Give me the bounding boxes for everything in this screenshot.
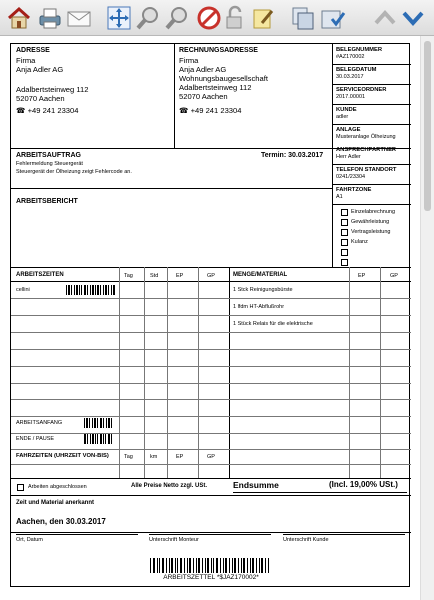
material-item-1: 1 Stck Reinigungsbürste	[233, 287, 293, 293]
endsumme-label: Endsumme	[233, 480, 279, 490]
telefon-label: TELEFON STANDORT	[336, 167, 397, 173]
address-city: 52070 Aachen	[16, 94, 65, 103]
address-line1: Firma	[16, 56, 36, 65]
checkbox-gewaehrleistung[interactable]	[341, 219, 348, 226]
arbeitszeiten-header: ARBEITSZEITEN	[16, 272, 64, 278]
billing-line3: Wohnungsbaugesellschaft	[179, 74, 268, 83]
col-gp: GP	[207, 273, 215, 279]
arbeiten-abgeschlossen-label: Arbeiten abgeschlossen	[28, 484, 87, 490]
kunde-label: KUNDE	[336, 107, 357, 113]
ort-datum-value: Aachen, den 30.03.2017	[16, 517, 106, 526]
option-vertragsleistung: Vertragsleistung	[351, 229, 391, 235]
belegnummer-label: BELEGNUMMER	[336, 47, 383, 53]
kunde-value: adler	[336, 114, 349, 120]
cancel-icon[interactable]	[196, 5, 222, 31]
signature-monteur: Unterschrift Monteur	[149, 537, 199, 543]
col-std: Std	[150, 273, 159, 279]
toolbar	[0, 0, 434, 36]
belegdatum-label: BELEGDATUM	[336, 67, 377, 73]
ansprechpartner-value: Herr Adler	[336, 154, 361, 160]
lock-icon[interactable]	[222, 5, 248, 31]
fahrzeiten-col-tag: Tag	[124, 454, 133, 460]
barcode-ende-pause	[84, 434, 114, 444]
preise-note: Alle Preise Netto zzgl. USt.	[131, 483, 208, 489]
zoom-out-icon[interactable]	[164, 5, 190, 31]
address-street: Adalbertsteinweg 112	[16, 85, 89, 94]
address-phone: +49 241 23304	[27, 106, 79, 115]
col-tag: Tag	[124, 273, 133, 279]
checkbox-extra-2[interactable]	[341, 259, 348, 266]
fahrzeiten-col-ep: EP	[176, 454, 184, 460]
document-page	[0, 36, 420, 600]
endsumme-tax: (Incl. 19,00% USt.)	[329, 480, 398, 489]
bottom-barcode	[150, 558, 270, 573]
billing-line1: Firma	[179, 56, 199, 65]
archive-icon[interactable]	[320, 5, 346, 31]
auftrag-termin: Termin: 30.03.2017	[261, 152, 324, 159]
billing-phone: +49 241 23304	[190, 106, 242, 115]
ansprechpartner-label: ANSPRECHPARTNER	[336, 147, 397, 153]
checkbox-kulanz[interactable]	[341, 239, 348, 246]
scroll-down-icon[interactable]	[400, 5, 426, 31]
auftrag-line1: Fehlermeldung Steuergerät	[16, 161, 83, 167]
fahrzeiten-col-km: km	[150, 454, 158, 460]
zoom-in-icon[interactable]	[135, 5, 161, 31]
scrollbar-thumb[interactable]	[424, 41, 431, 211]
print-icon[interactable]	[37, 5, 63, 31]
checkbox-einzelabrechnung[interactable]	[341, 209, 348, 216]
checkbox-extra-1[interactable]	[341, 249, 348, 256]
serviceordner-value: 2017.00001	[336, 94, 366, 100]
fahrzone-value: A1	[336, 194, 343, 200]
checkbox-arbeiten-abgeschlossen[interactable]	[17, 484, 24, 491]
billing-street: Adalbertsteinweg 112	[179, 83, 252, 92]
vertical-scrollbar[interactable]	[420, 36, 434, 600]
phone-icon: ☎	[179, 106, 189, 115]
edit-note-icon[interactable]	[250, 5, 276, 31]
option-einzelabrechnung: Einzelabrechnung	[351, 209, 396, 215]
col-material-ep: EP	[358, 273, 366, 279]
checkbox-vertragsleistung[interactable]	[341, 229, 348, 236]
material-item-3: 1 Stück Relais für die elektrische	[233, 321, 313, 327]
mail-icon[interactable]	[66, 5, 92, 31]
belegnummer-value: #AZ170002	[336, 54, 365, 60]
fahrzeiten-col-gp: GP	[207, 454, 215, 460]
fahrzeiten-header: FAHRZEITEN (UHRZEIT VON-BIS)	[16, 453, 109, 459]
address-phone-row	[16, 106, 78, 116]
serviceordner-label: SERVICEORDNER	[336, 87, 387, 93]
auftrag-header: ARBEITSAUFTRAG	[16, 152, 81, 159]
barcode-caption: ARBEITSZETTEL *$JAZ170002*	[163, 574, 259, 581]
copy-icon[interactable]	[290, 5, 316, 31]
barcode-arbeitsanfang	[84, 418, 114, 428]
billing-company: Anja Adler AG	[179, 65, 227, 74]
phone-icon: ☎	[16, 106, 26, 115]
work-order-form	[10, 43, 410, 587]
signature-ort-datum: Ort, Datum	[16, 537, 43, 543]
billing-header: RECHNUNGSADRESSE	[179, 47, 258, 54]
ende-pause-label: ENDE / PAUSE	[16, 436, 55, 442]
barcode-row1	[66, 285, 116, 295]
arbeitsanfang-label: ARBEITSANFANG	[16, 420, 63, 426]
col-ep: EP	[176, 273, 184, 279]
arbeitszeit-row1: cellini	[16, 287, 30, 293]
material-item-2: 1 lfdm HT-Abflußrohr	[233, 304, 285, 310]
zeit-material-anerkannt: Zeit und Material anerkannt	[16, 500, 95, 506]
address-company: Anja Adler AG	[16, 65, 64, 74]
telefon-value: 0241/23304	[336, 174, 366, 180]
bericht-header: ARBEITSBERICHT	[16, 198, 78, 205]
home-icon[interactable]	[6, 5, 32, 31]
material-header: MENGE/MATERIAL	[233, 272, 288, 278]
belegdatum-value: 30.03.2017	[336, 74, 364, 80]
fit-page-icon[interactable]	[106, 5, 132, 31]
billing-phone-row	[179, 106, 241, 116]
option-kulanz: Kulanz	[351, 239, 368, 245]
billing-city: 52070 Aachen	[179, 92, 228, 101]
scroll-up-icon[interactable]	[372, 5, 398, 31]
anlage-value: Musteranlage Ölheizung	[336, 134, 396, 140]
anlage-label: ANLAGE	[336, 127, 361, 133]
col-material-gp: GP	[390, 273, 398, 279]
option-gewaehrleistung: Gewährleistung	[351, 219, 390, 225]
fahrzone-label: FAHRTZONE	[336, 187, 372, 193]
auftrag-line2: Steuergerät der Ölheizung zeigt Fehlercode an.	[16, 169, 132, 175]
signature-kunde: Unterschrift Kunde	[283, 537, 329, 543]
address-header: ADRESSE	[16, 47, 50, 54]
